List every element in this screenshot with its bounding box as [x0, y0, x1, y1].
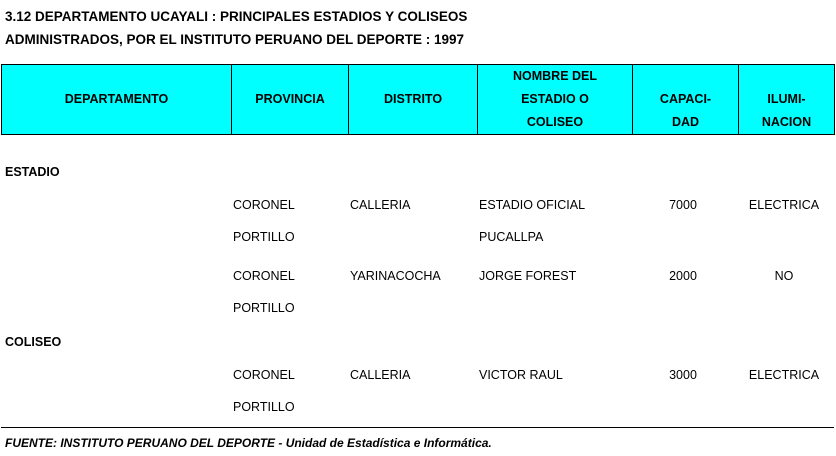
header-iluminacion-line-2: NACION [761, 115, 812, 129]
header-departamento [2, 65, 232, 135]
row-1-provincia [233, 189, 295, 253]
row-3-distrito-text: CALLERIA [350, 368, 411, 382]
row-3-provincia [233, 359, 295, 423]
row-2-distrito-text: YARINACOCHA [350, 269, 441, 283]
header-nombre-line-3: COLISEO [526, 115, 584, 129]
row-2-iluminacion-text: NO [774, 269, 794, 283]
header-distrito-line-1: DISTRITO [383, 92, 443, 106]
header-nombre [478, 65, 633, 135]
row-2-provincia-line-2: PORTILLO [233, 301, 295, 315]
row-2-iluminacion [734, 260, 834, 292]
row-1-capacidad-text: 7000 [669, 198, 697, 212]
row-3-iluminacion [734, 359, 834, 391]
row-1-provincia-line-2: PORTILLO [233, 230, 295, 244]
row-1-nombre-line-2: PUCALLPA [479, 230, 544, 244]
row-1-iluminacion-text: ELECTRICA [748, 198, 820, 212]
row-2-nombre-line-1: JORGE FOREST [479, 269, 577, 283]
row-2-capacidad-text: 2000 [669, 269, 697, 283]
row-2-nombre [479, 260, 576, 292]
header-iluminacion-line-1: ILUMI- [767, 92, 806, 106]
source-note: FUENTE: INSTITUTO PERUANO DEL DEPORTE - Unidad de Estadística e Informática. [5, 436, 492, 450]
column-header-table [1, 64, 835, 135]
row-3-iluminacion-text: ELECTRICA [748, 368, 820, 382]
row-1-distrito-text: CALLERIA [350, 198, 411, 212]
row-3-provincia-line-2: PORTILLO [233, 400, 295, 414]
row-1-provincia-line-1: CORONEL [233, 198, 295, 212]
header-iluminacion [739, 65, 835, 135]
section-label-estadio: ESTADIO [5, 165, 60, 179]
row-3-capacidad [653, 359, 713, 391]
row-3-provincia-line-1: CORONEL [233, 368, 295, 382]
row-2-provincia-line-1: CORONEL [233, 269, 295, 283]
header-capacidad-line-1: CAPACI- [659, 92, 712, 106]
row-2-distrito [350, 260, 441, 292]
report-title-line-2: ADMINISTRADOS, POR EL INSTITUTO PERUANO DEL DEPORTE : 1997 [5, 32, 465, 47]
header-capacidad [633, 65, 739, 135]
row-1-capacidad [653, 189, 713, 221]
row-1-nombre-line-1: ESTADIO OFICIAL [479, 198, 586, 212]
row-3-capacidad-text: 3000 [669, 368, 697, 382]
section-label-coliseo: COLISEO [5, 335, 62, 349]
header-nombre-line-1: NOMBRE DEL [512, 69, 598, 83]
row-3-nombre [479, 359, 563, 391]
header-nombre-line-2: ESTADIO O [521, 92, 589, 106]
row-1-iluminacion [734, 189, 834, 221]
header-distrito [349, 65, 478, 135]
report-title-line-1: 3.12 DEPARTAMENTO UCAYALI : PRINCIPALES ESTADIOS Y COLISEOS [5, 9, 468, 24]
header-capacidad-line-2: DAD [671, 115, 700, 129]
row-2-capacidad [653, 260, 713, 292]
header-provincia-line-1: PROVINCIA [255, 92, 325, 106]
row-1-nombre [479, 189, 585, 253]
row-3-nombre-line-1: VICTOR RAUL [479, 368, 563, 382]
header-provincia [232, 65, 349, 135]
row-3-distrito [350, 359, 410, 391]
header-departamento-line-1: DEPARTAMENTO [64, 92, 169, 106]
footer-divider [1, 427, 834, 428]
row-1-distrito [350, 189, 410, 221]
row-2-provincia [233, 260, 295, 324]
